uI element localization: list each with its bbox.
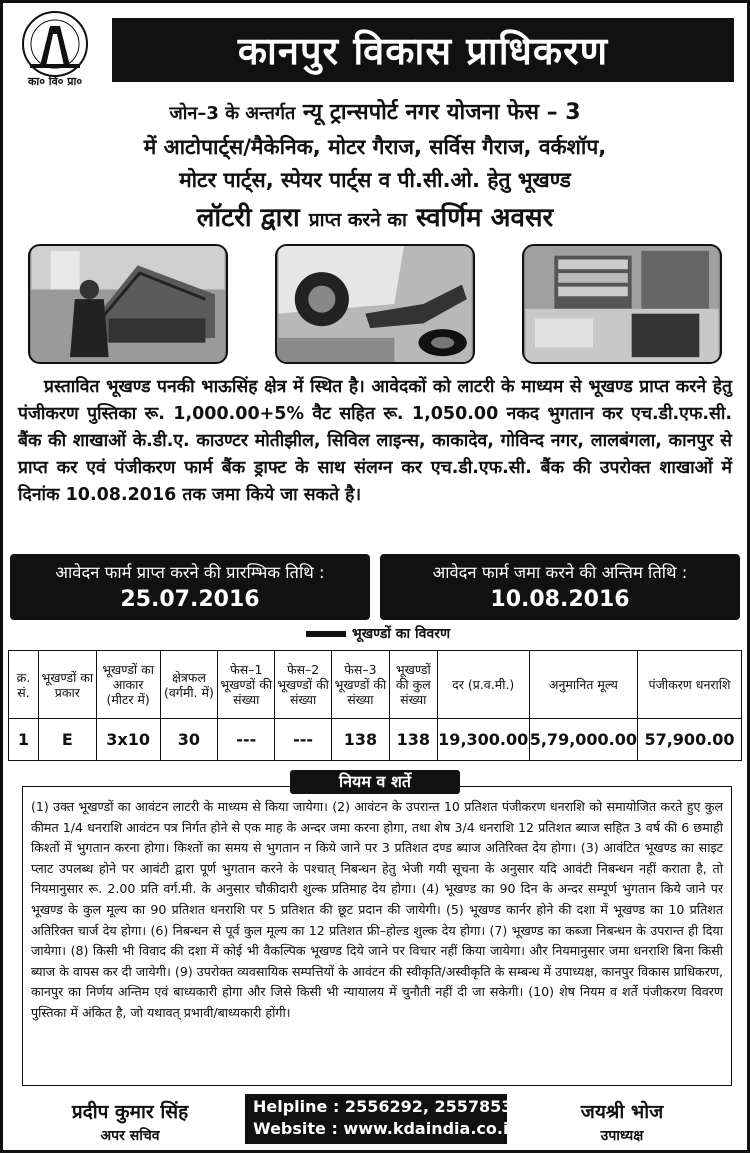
start-date-value: 25.07.2016	[120, 587, 260, 612]
signatory-left	[40, 1098, 220, 1145]
golden-opportunity: स्वर्णिम अवसर	[415, 203, 554, 233]
header-plot-type: भूखण्डों का प्रकार	[38, 651, 96, 719]
header-serial: क्र. सं.	[9, 651, 39, 719]
scheme-description: प्रस्तावित भूखण्ड पनकी भाऊसिंह क्षेत्र में स्थित है। आवेदकों को लाटरी के माध्यम से भूखण्ड प्राप्त करने हेतु पंजीकरण पुस्तिका रू. 1,000.00+5% वैट सहित रू. 1,050.00 नकद भुगतान कर एच.डी.एफ.सी. बैंक की शाखाओं के.डी.ए. काउण्टर मोतीझील, सिविल लाइन्स, काकादेव, गोविन्द नगर, लालबंगला, कानपुर से प्राप्त कर एवं पंजीकरण फार्म बैंक ड्राफ्ट के साथ संलग्न कर एच.डी.एफ.सी. बैंक की उपरोक्त शाखाओं में दिनांक 10.08.2016 तक जमा किये जा सकते है।	[18, 377, 732, 505]
table-header-row	[9, 651, 742, 719]
header-total: भूखण्डों की कुल संख्या	[389, 651, 437, 719]
opportunity-connector: प्राप्त करने का	[308, 209, 407, 231]
cell-phase2: ---	[275, 719, 332, 761]
header-registration-amount: पंजीकरण धनराशि	[638, 651, 742, 719]
header-rate: दर (प्र.व.मी.)	[437, 651, 529, 719]
rules-text: (1) उक्त भूखण्डों का आवंटन लाटरी के माध्यम से किया जायेगा। (2) आवंटन के उपरान्त 10 प्रतिशत पंजीकरण धनराशि को समायोजित करते हुए कुल कीमत 1/4 धनराशि आवंटन पत्र निर्गत होने से एक माह के अन्दर जमा करना होगा, तथा शेष 3/4 धनराशि 12 प्रतिशत ब्याज सहित 3 वर्ष की 6 छमाही किश्तों में भुगतान करना होगा। किश्तों का समय से भुगतान न किये जाने पर 3 प्रतिशत दण्ड ब्याज अतिरिक्त देय होगा। (3) आवंटित भूखण्ड का साइट प्लाट उपलब्ध होने पर आवंटी द्वारा पूर्ण भुगतान करने के पश्चात् निबन्धन हेतु भेजी गयी सूचना के अनुसार यदि आवंटी निबन्धन नहीं कराता है, तो नियमानुसार रू. 2.00 प्रति वर्ग.मी. के अनुसार चौकीदारी शुल्क प्रतिमाह देय होगा। (4) भूखण्ड का 90 दिन के अन्दर सम्पूर्ण भुगतान किये जाने पर भूखण्ड के कुल मूल्य का 90 प्रतिशत धनराशि पर 5 प्रतिशत की छूट प्रदान की जायेगी। (5) भूखण्ड कार्नर होने की दशा में भूखण्ड का 10 प्रतिशत अतिरिक्त चार्ज देय होगा। (6) निबन्धन से पूर्व कुल मूल्य का 12 प्रतिशत फ्री–होल्ड शुल्क देय होगा। (7) भूखण्ड का कब्जा निबन्धन के उपरान्त ही दिया जायेगा। (8) किसी भी विवाद की दशा में कोई भी वैकल्पिक भूखण्ड दिये जाने पर विचार नहीं किया जायेगा। और नियमानुसार जमा धनराशि बिना किसी ब्याज के वापस कर दी जायेगी। (9) उपरोक्त व्यवसायिक सम्पत्तियों के आवंटन की स्वीकृति/अस्वीकृति के सम्बन्ध में उपाध्यक्ष, कानपुर विकास प्राधिकरण, कानपुर का निर्णय अन्तिम एवं बाध्यकारी होगा और जिसे किसी भी न्यायालय में चुनौती नहीं दी जा सकेगी। (10) शेष नियम व शर्ते पंजीकरण विवरण पुस्तिका में अंकित है, जो यथावत् प्रभावी/बाध्यकारी होंगी।	[31, 799, 723, 1020]
helpline-box	[245, 1094, 520, 1144]
helpline-numbers: Helpline : 2556292, 2557853	[253, 1097, 513, 1116]
scheme-name: न्यू ट्रान्सपोर्ट नगर योजना फेस – 3	[302, 100, 581, 125]
plot-types-line: में आटोपार्ट्स/मैकेनिक, मोटर गैराज, सर्विस गैराज, वर्कशॉप,	[143, 135, 607, 159]
cell-phase3: 138	[332, 719, 390, 761]
signatory-right	[532, 1098, 712, 1145]
plot-purpose-line: मोटर पार्ट्स, स्पेयर पार्ट्स व पी.सी.ओ. हेतु भूखण्ड	[179, 168, 571, 192]
title-bar-left	[306, 631, 346, 637]
kda-emblem-icon	[10, 8, 100, 78]
website-link[interactable]: Website : www.kdaindia.co.in	[253, 1119, 520, 1138]
cell-estimated-value: 5,79,000.00	[529, 719, 637, 761]
header-phase2: फेस–2 भूखण्डों की संख्या	[275, 651, 332, 719]
photo-workshop-interior	[522, 244, 722, 364]
photo-mechanic-engine	[28, 244, 228, 364]
right-signatory-name: जयश्री भोज	[580, 1101, 664, 1123]
page-title: कानपुर विकास प्राधिकरण	[112, 18, 734, 82]
header-estimated-value: अनुमानित मूल्य	[529, 651, 637, 719]
kda-logo	[10, 8, 100, 90]
cell-plot-size: 3x10	[96, 719, 160, 761]
end-date-box	[380, 554, 740, 620]
cell-total: 138	[389, 719, 437, 761]
cell-phase1: ---	[218, 719, 275, 761]
cell-serial: 1	[9, 719, 39, 761]
zone-prefix: जोन–3 के अन्तर्गत	[169, 103, 296, 124]
table-row	[9, 719, 742, 761]
header-phase3: फेस–3 भूखण्डों की संख्या	[332, 651, 390, 719]
header-phase1: फेस–1 भूखण्डों की संख्या	[218, 651, 275, 719]
right-signatory-designation: उपाध्यक्ष	[600, 1128, 644, 1144]
cell-area: 30	[160, 719, 218, 761]
plots-table	[8, 650, 742, 761]
plots-section-title	[250, 624, 500, 646]
end-date-value: 10.08.2016	[490, 587, 630, 612]
left-signatory-designation: अपर सचिव	[100, 1128, 160, 1144]
header-plot-size: भूखण्डों का आकार (मीटर में)	[96, 651, 160, 719]
lottery-text: लॉटरी द्वारा	[196, 203, 300, 233]
start-date-label: आवेदन फार्म प्राप्त करने की प्रारम्भिक तिथि :	[55, 563, 325, 582]
rules-title: नियम व शर्ते	[290, 770, 460, 794]
left-signatory-name: प्रदीप कुमार सिंह	[71, 1101, 189, 1123]
cell-registration-amount: 57,900.00	[638, 719, 742, 761]
header-area: क्षेत्रफल (वर्गमी. में)	[160, 651, 218, 719]
lottery-heading	[20, 198, 730, 234]
cell-plot-type: E	[38, 719, 96, 761]
cell-rate: 19,300.00	[437, 719, 529, 761]
photo-mechanic-under-car	[275, 244, 475, 364]
logo-caption: का० वि० प्रा०	[27, 75, 83, 88]
rules-box	[22, 786, 732, 1086]
scheme-heading	[20, 96, 730, 126]
end-date-label: आवेदन फार्म जमा करने की अन्तिम तिथि :	[432, 563, 688, 582]
start-date-box	[10, 554, 370, 620]
plots-title-text: भूखण्डों का विवरण	[351, 626, 451, 642]
